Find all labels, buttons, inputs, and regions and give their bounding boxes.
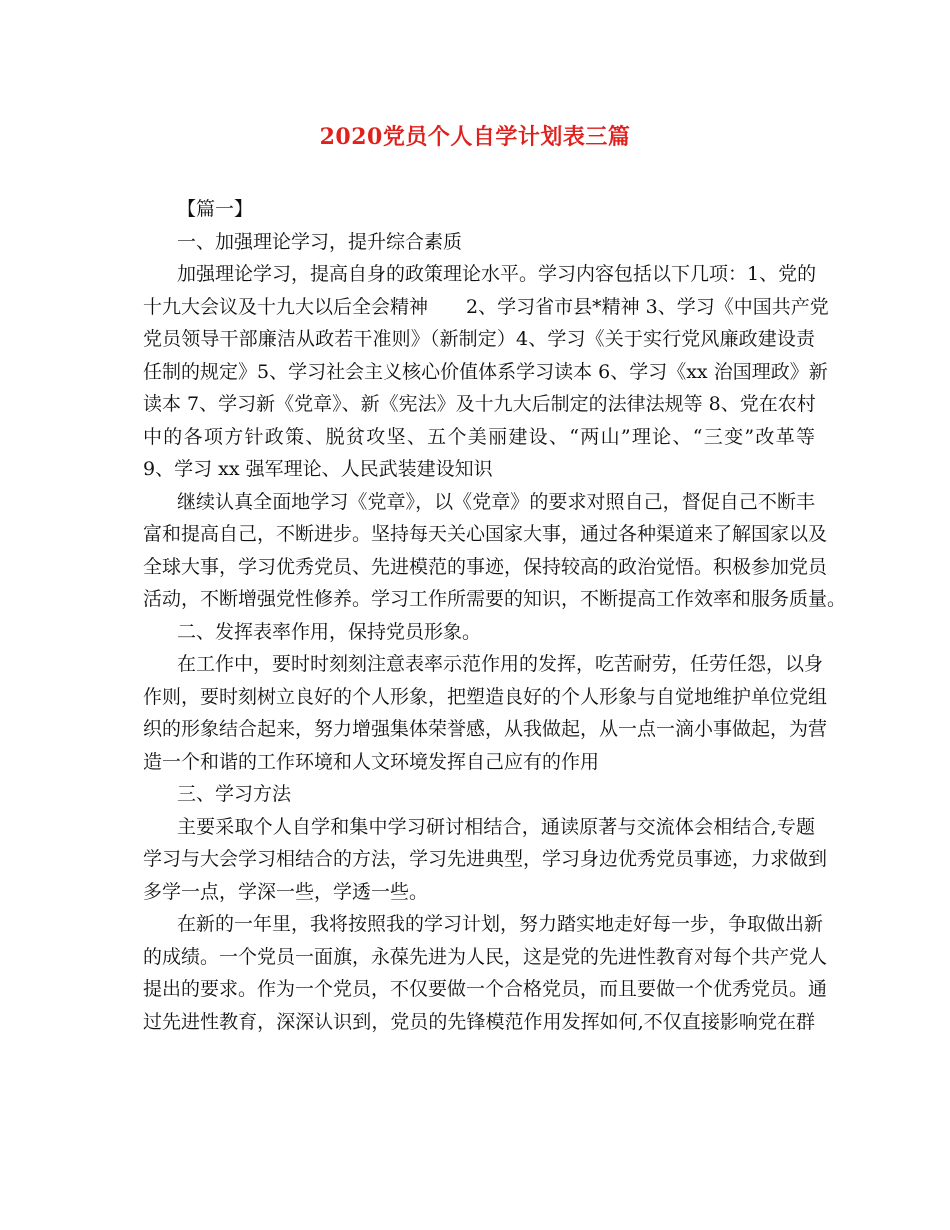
section-heading-1: 一、加强理论学习，提升综合素质 [177, 230, 463, 253]
paragraph-line: 任制的规定》5、学习社会主义核心价值体系学习读本 6、学习《xx 治国理政》新 [143, 360, 828, 383]
paragraph-line: 读本 7、学习新《党章》、新《宪法》及十九大后制定的法律法规等 8、党在农村 [143, 393, 816, 415]
paragraph-line: 的成绩。一个党员一面旗，永葆先进为人民，这是党的先进性教育对每个共产党人 [143, 945, 828, 968]
paragraph-line: 在新的一年里，我将按照我的学习计划，努力踏实地走好每一步，争取做出新 [177, 913, 824, 935]
paragraph-line: 主要采取个人自学和集中学习研讨相结合，通读原著与交流体会相结合,专题 [177, 815, 815, 838]
document-title: 2020党员个人自学计划表三篇 [319, 124, 631, 150]
paragraph-line: 造一个和谐的工作环境和人文环境发挥自己应有的作用 [143, 750, 600, 773]
section-heading-3: 三、学习方法 [177, 783, 292, 805]
paragraph-line: 加强理论学习，提高自身的政策理论水平。学习内容包括以下几项：1、党的 [177, 263, 817, 285]
section-heading-2: 二、发挥表率作用，保持党员形象。 [177, 620, 482, 643]
paragraph-line: 提出的要求。作为一个党员，不仅要做一个合格党员，而且要做一个优秀党员。通 [143, 978, 828, 1000]
paragraph-line: 织的形象结合起来，努力增强集体荣誉感，从我做起，从一点一滴小事做起，为营 [143, 718, 828, 740]
paragraph-line: 富和提高自己，不断进步。坚持每天关心国家大事，通过各种渠道来了解国家以及 [143, 523, 828, 545]
paragraph-line: 多学一点，学深一些，学透一些。 [143, 880, 429, 903]
paragraph-line: 党员领导干部廉洁从政若干准则》（新制定）4、学习《关于实行党风廉政建设责 [143, 328, 815, 350]
paragraph-line: 全球大事，学习优秀党员、先进模范的事迹，保持较高的政治觉悟。积极参加党员 [143, 555, 828, 578]
paragraph-line: 继续认真全面地学习《党章》，以《党章》的要求对照自己，督促自己不断丰 [177, 490, 815, 513]
paragraph-line: 活动，不断增强党性修养。学习工作所需要的知识，不断提高工作效率和服务质量。 [143, 588, 847, 610]
paragraph-line: 过先进性教育，深深认识到，党员的先锋模范作用发挥如何,不仅直接影响党在群 [143, 1010, 815, 1033]
paragraph-line: 在工作中，要时时刻刻注意表率示范作用的发挥，吃苦耐劳，任劳任怨，以身 [177, 653, 824, 675]
paragraph-line: 作则，要时刻树立良好的个人形象，把塑造良好的个人形象与自觉地维护单位党组 [143, 685, 828, 708]
paragraph-line: 学习与大会学习相结合的方法，学习先进典型，学习身边优秀党员事迹，力求做到 [143, 848, 828, 870]
document-body [143, 193, 847, 1038]
paragraph-line: 中的各项方针政策、脱贫攻坚、五个美丽建设、“两山”理论、“三变”改革等 [143, 425, 815, 448]
paragraph-line: 十九大会议及十九大以后全会精神 2、学习省市县*精神 3、学习《中国共产党 [143, 295, 829, 318]
section-heading-part-one: 【篇一】 [177, 198, 254, 220]
paragraph-line: 9、学习 xx 强军理论、人民武装建设知识 [143, 458, 493, 480]
